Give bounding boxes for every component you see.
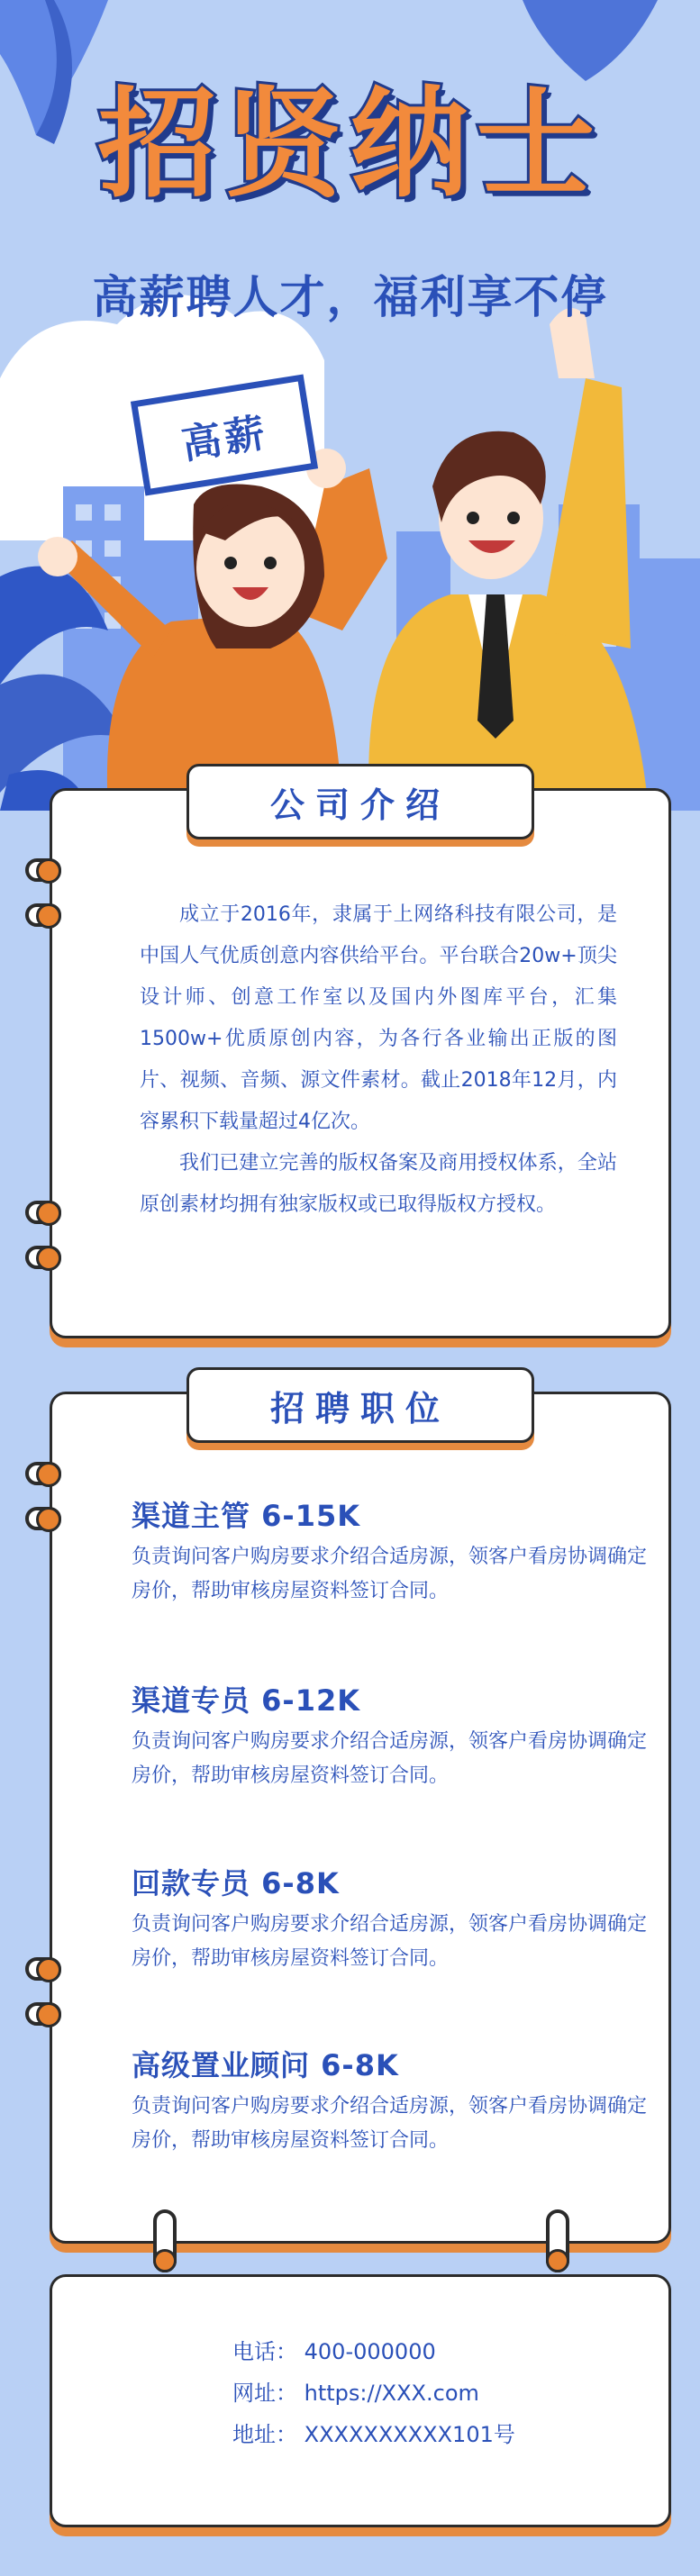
phone-value: 400-000000 [304,2339,436,2364]
phone-label: 电话： [232,2339,297,2364]
hero-section [0,0,700,811]
company-intro-card [50,785,671,1338]
main-title: 招贤纳士 [97,76,603,214]
binder-ring-icon [25,1246,61,1269]
contact-phone [232,2331,647,2372]
company-intro-header [186,764,534,839]
job-positions-card [50,1388,671,2244]
contact-website [232,2372,647,2414]
web-label: 网址： [232,2381,297,2406]
binder-ring-icon [25,2002,61,2026]
job-item [132,1678,654,1793]
binder-ring-icon [25,1462,61,1485]
job-title: 渠道主管 6-15K [132,1499,361,1533]
binder-ring-icon [25,1957,61,1981]
job-positions-title: 招聘职位 [269,1388,450,1429]
binder-ring-icon [25,1507,61,1530]
job-title: 高级置业顾问 6-8K [132,2048,399,2082]
job-title: 回款专员 6-8K [132,1866,340,1900]
binder-clip-icon [546,2209,569,2272]
binder-ring-icon [25,903,61,927]
addr-label: 地址： [232,2422,297,2447]
job-positions-header [186,1367,534,1443]
intro-paragraph: 成立于2016年，隶属于上网络科技有限公司，是中国人气优质创意内容供给平台。平台联合20w+顶尖设计师、创意工作室以及国内外图库平台，汇集1500w+优质原创内容，为各行各业输出正版的图片、视频、音频、源文件素材。截止2018年12月，内容累积下载量超过4亿次。 [140,903,617,1133]
intro-paragraph: 我们已建立完善的版权备案及商用授权体系，全站原创素材均拥有独家版权或已取得版权方授权。 [140,1152,617,1216]
binder-clip-icon [153,2209,177,2272]
contact-info [232,2331,647,2455]
contact-address [232,2414,647,2455]
binder-ring-icon [25,858,61,882]
job-title: 渠道专员 6-12K [132,1683,361,1718]
job-description: 负责询问客户购房要求介绍合适房源，领客户看房协调确定房价，帮助审核房屋资料签订合同。 [132,1546,648,1602]
subtitle: 高薪聘人才，福利享不停 [92,271,608,323]
binder-ring-icon [25,1201,61,1224]
job-description: 负责询问客户购房要求介绍合适房源，领客户看房协调确定房价，帮助审核房屋资料签订合同。 [132,1913,648,1970]
addr-value: XXXXXXXXXX101号 [304,2422,515,2447]
job-item [132,1493,654,1609]
job-description: 负责询问客户购房要求介绍合适房源，领客户看房协调确定房价，帮助审核房屋资料签订合同。 [132,1730,648,1787]
web-value: https://XXX.com [304,2381,479,2406]
job-description: 负责询问客户购房要求介绍合适房源，领客户看房协调确定房价，帮助审核房屋资料签订合同。 [132,2095,648,2152]
job-item [132,2043,654,2158]
company-intro-body [140,894,617,1226]
company-intro-title: 公司介绍 [269,785,450,825]
job-item [132,1861,654,1976]
contact-card [50,2274,671,2527]
sign-label: 高薪 [178,409,272,469]
